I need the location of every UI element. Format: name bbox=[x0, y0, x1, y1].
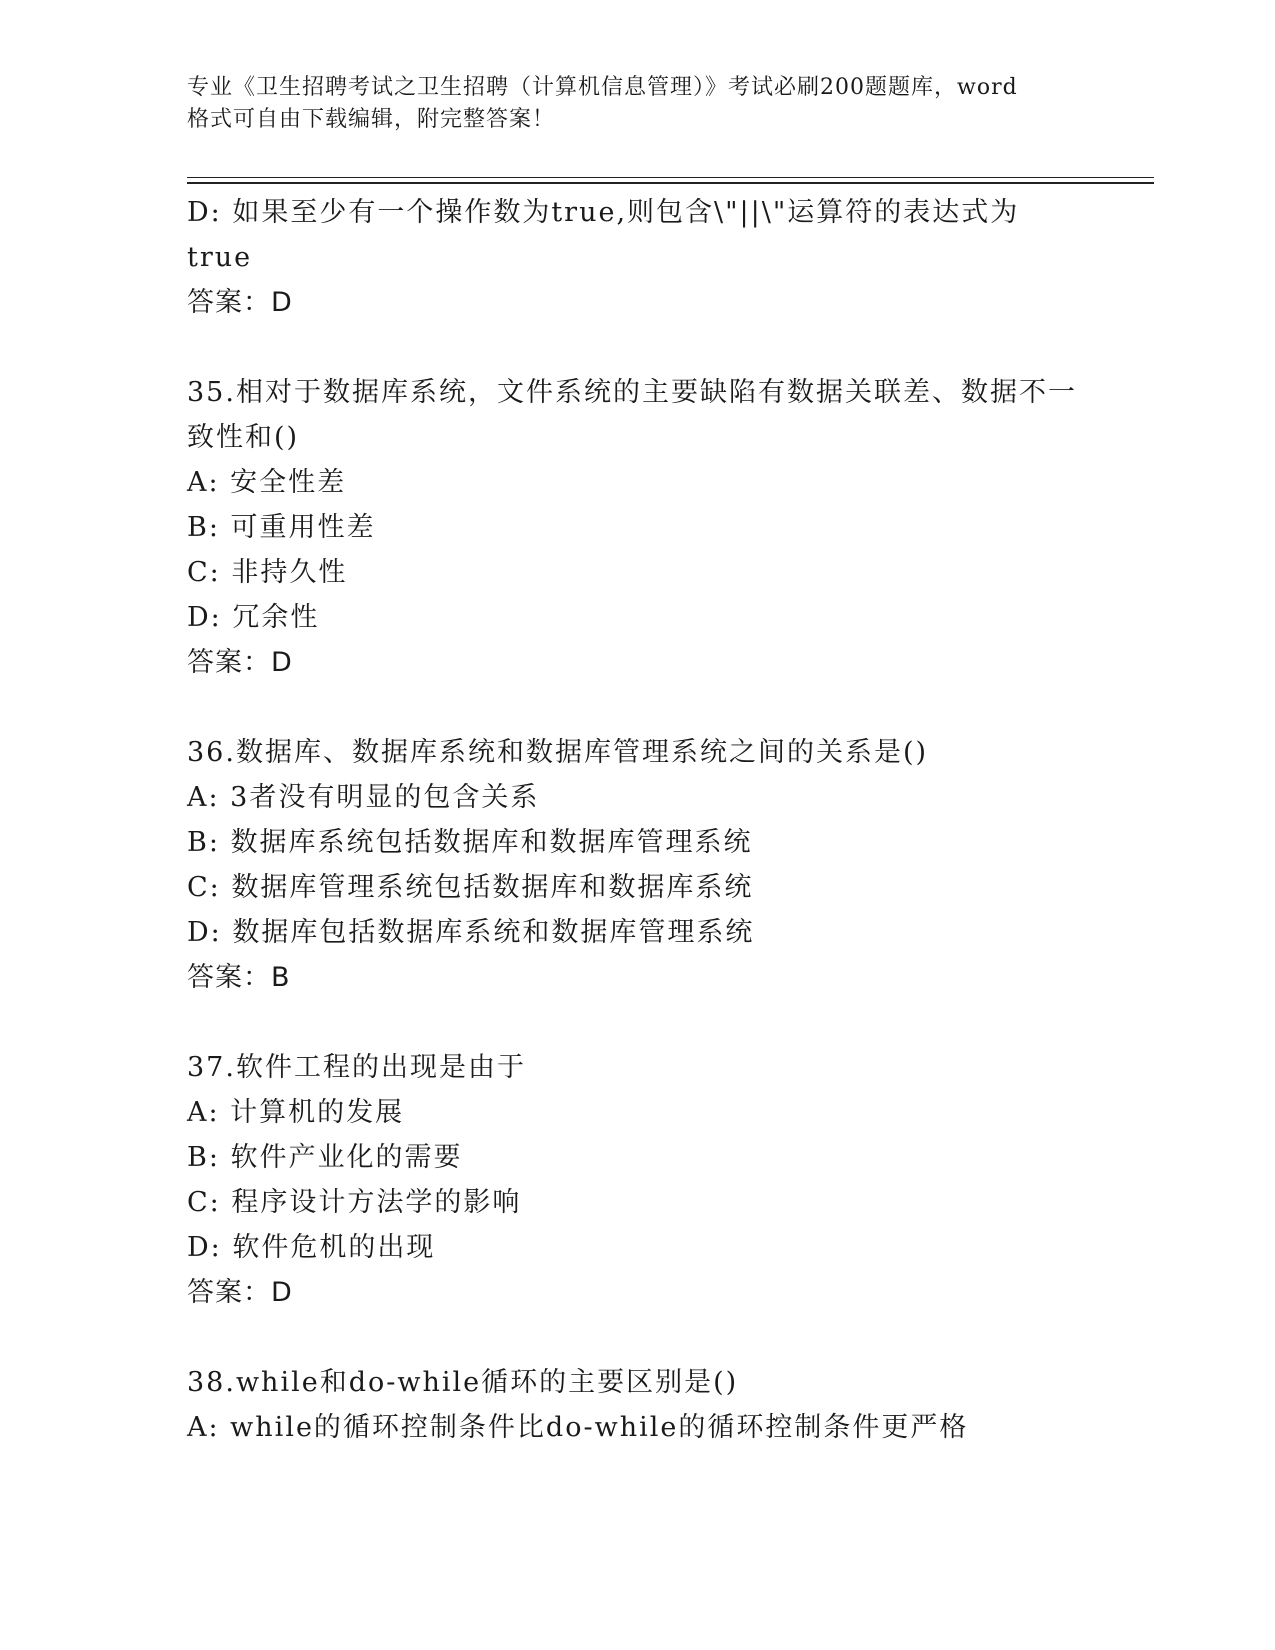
option-a: A: 计算机的发展 bbox=[187, 1097, 405, 1128]
header-divider bbox=[187, 177, 1154, 178]
option-d: D: 软件危机的出现 bbox=[187, 1232, 436, 1263]
option-d: D: 数据库包括数据库系统和数据库管理系统 bbox=[187, 917, 755, 948]
answer: 答案：B bbox=[187, 962, 291, 993]
option-b: B: 软件产业化的需要 bbox=[187, 1142, 463, 1173]
option-b: B: 数据库系统包括数据库和数据库管理系统 bbox=[187, 827, 753, 858]
question-stem: 38.while和do-while循环的主要区别是() bbox=[187, 1367, 739, 1398]
header-title-line-2: 格式可自由下载编辑，附完整答案！ bbox=[187, 107, 556, 132]
question-37 bbox=[187, 1045, 1087, 1315]
answer: 答案：D bbox=[187, 287, 293, 318]
question-38 bbox=[187, 1360, 1087, 1450]
spacer bbox=[187, 685, 1087, 730]
answer: 答案：D bbox=[187, 647, 293, 678]
answer: 答案：D bbox=[187, 1277, 293, 1308]
spacer bbox=[187, 325, 1087, 370]
page-header bbox=[187, 72, 1087, 136]
question-stem-continued: 致性和() bbox=[187, 422, 300, 453]
option-d-continued: true bbox=[187, 242, 253, 273]
option-d: D: 冗余性 bbox=[187, 602, 320, 633]
option-b: B: 可重用性差 bbox=[187, 512, 376, 543]
option-d: D: 如果至少有一个操作数为true,则包含\"||\"运算符的表达式为 bbox=[187, 197, 1020, 228]
question-35 bbox=[187, 370, 1087, 685]
question-34-tail bbox=[187, 190, 1087, 325]
question-36 bbox=[187, 730, 1087, 1000]
option-c: C: 非持久性 bbox=[187, 557, 348, 588]
question-list bbox=[187, 190, 1087, 1450]
header-title-line-1: 专业《卫生招聘考试之卫生招聘（计算机信息管理）》考试必刷200题题库，word bbox=[187, 75, 1018, 100]
question-stem: 37.软件工程的出现是由于 bbox=[187, 1052, 526, 1083]
option-a: A: while的循环控制条件比do-while的循环控制条件更严格 bbox=[187, 1412, 969, 1443]
spacer bbox=[187, 1315, 1087, 1360]
option-a: A: 3者没有明显的包含关系 bbox=[187, 782, 540, 813]
option-c: C: 数据库管理系统包括数据库和数据库系统 bbox=[187, 872, 754, 903]
question-stem: 35.相对于数据库系统，文件系统的主要缺陷有数据关联差、数据不一 bbox=[187, 377, 1077, 408]
option-c: C: 程序设计方法学的影响 bbox=[187, 1187, 522, 1218]
spacer bbox=[187, 1000, 1087, 1045]
header-divider-thick bbox=[187, 182, 1154, 184]
question-stem: 36.数据库、数据库系统和数据库管理系统之间的关系是() bbox=[187, 737, 929, 768]
option-a: A: 安全性差 bbox=[187, 467, 347, 498]
